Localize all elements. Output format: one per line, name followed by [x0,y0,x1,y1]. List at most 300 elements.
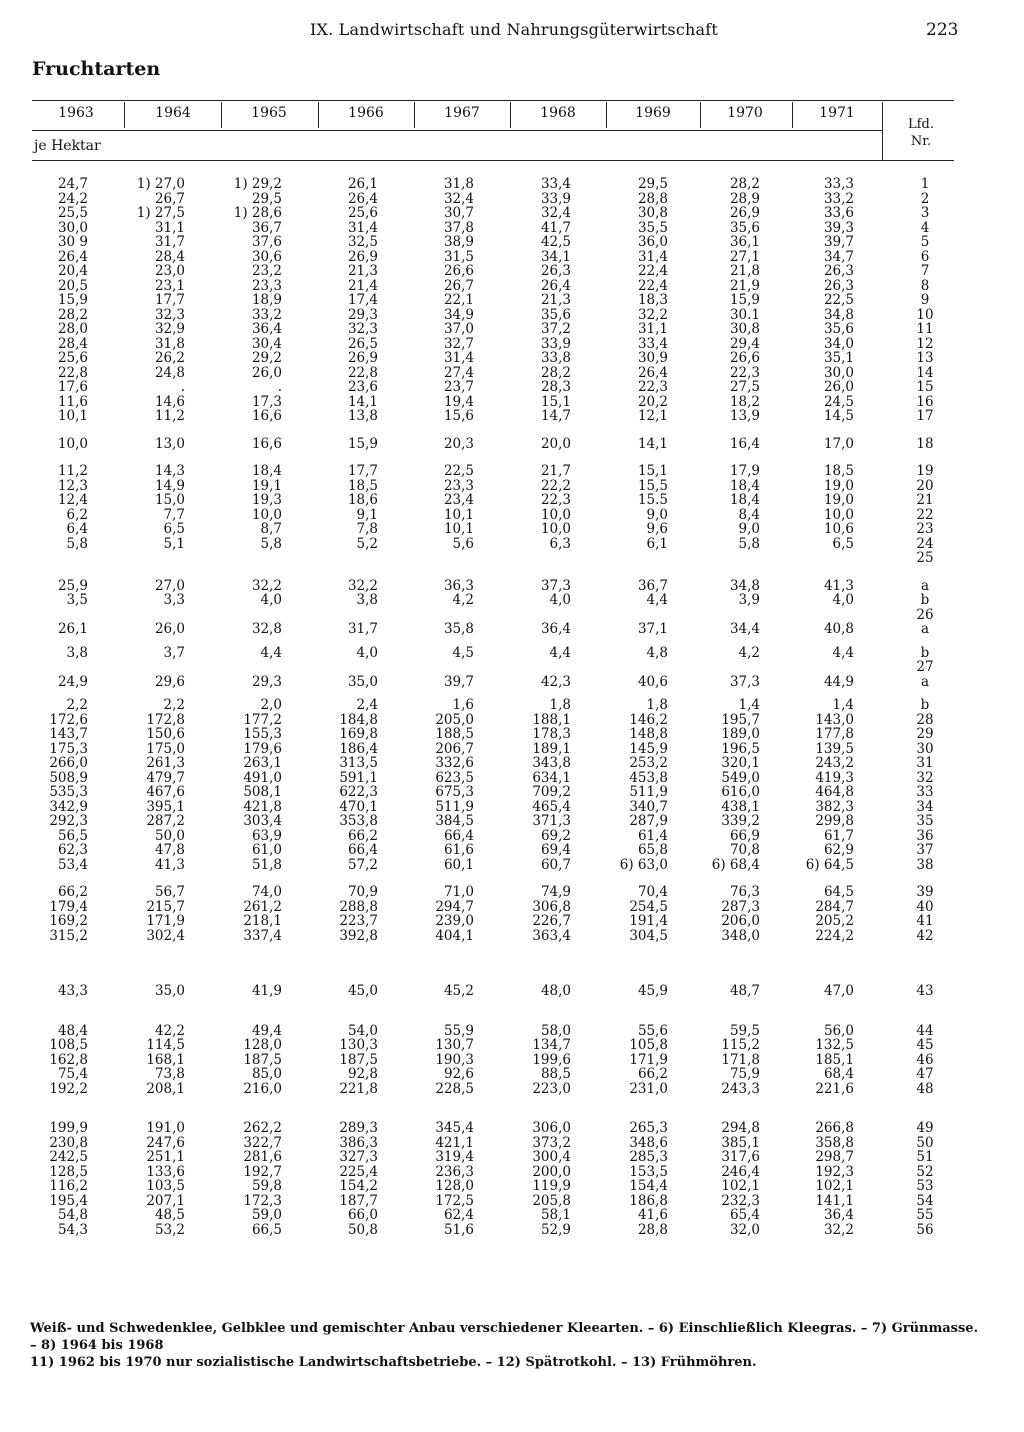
table-cell: 33,4 [540,176,571,192]
table-cell: 34,7 [823,248,854,265]
table-cell: 1) 27,5 [136,205,185,221]
table-cell: 48,7 [729,983,760,999]
table-cell: 28,2 [57,306,88,323]
table-cell: 30,8 [729,321,760,337]
table-cell: 28,3 [540,379,571,395]
table-cell: 114,5 [146,1037,185,1053]
table-cell: 32,4 [443,190,474,207]
table-cell: 128,5 [49,1163,88,1180]
table-row [0,579,1024,594]
table-row [0,1223,1024,1238]
table-cell: 189,1 [532,740,571,757]
row-number: 16 [916,393,934,410]
table-cell: 591,1 [339,769,378,786]
table-cell: 26,0 [154,621,185,637]
footnotes [30,1320,980,1371]
table-cell: 35,0 [347,673,378,690]
table-cell: 27,5 [729,379,760,395]
table-cell: 6,5 [832,535,854,552]
table-cell: 266,8 [815,1120,854,1136]
table-cell: 187,5 [339,1051,378,1068]
table-cell: 88,5 [540,1066,571,1082]
table-cell: 4,0 [832,592,854,608]
header-mid-rule [32,130,882,131]
table-cell: 303,4 [243,813,282,829]
table-cell: 92,6 [443,1066,474,1082]
table-cell: 50,8 [347,1221,378,1238]
table-cell: 306,0 [532,1120,571,1136]
table-cell: . [180,379,185,395]
table-row [0,984,1024,999]
table-cell: 208,1 [146,1080,185,1097]
table-row [0,351,1024,366]
table-cell: 285,3 [629,1149,668,1165]
table-row [0,1179,1024,1194]
row-number: a [920,621,930,637]
table-cell: 284,7 [815,898,854,915]
table-row [0,593,1024,608]
table-cell: 26,7 [443,277,474,294]
table-cell: 21,9 [729,277,760,294]
table-cell: 15,9 [57,292,88,308]
table-cell: 5,2 [356,535,378,552]
table-cell: 342,9 [49,798,88,815]
table-cell: 66,2 [637,1066,668,1082]
table-cell: 4,5 [452,644,474,661]
table-cell: 28,4 [57,335,88,352]
table-cell: 298,7 [815,1149,854,1165]
table-row [0,337,1024,352]
table-cell: 26,5 [347,335,378,352]
table-cell: 10,0 [540,521,571,537]
table-cell: 32,3 [154,306,185,323]
table-cell: 24,5 [823,393,854,410]
table-cell: 115,2 [721,1037,760,1053]
table-row [0,366,1024,381]
table-cell: 192,3 [815,1163,854,1180]
table-cell: 62,4 [443,1207,474,1223]
table-cell: 62,9 [823,842,854,858]
table-cell: 205,2 [815,913,854,929]
table-cell: 63,9 [251,827,282,844]
table-cell: 1,8 [549,697,571,713]
table-cell: 6,4 [66,521,88,537]
table-cell: 74,9 [540,884,571,900]
table-cell: 28,8 [637,190,668,207]
table-cell: 66,2 [347,827,378,844]
table-cell: 511,9 [629,784,668,800]
table-cell: 302,4 [146,927,185,944]
row-number: 43 [916,983,934,999]
table-cell: 36,7 [251,219,282,236]
table-cell: 41,3 [823,577,854,594]
table-cell: 18,3 [637,292,668,308]
table-cell: 19,1 [251,477,282,494]
table-cell: 438,1 [721,798,760,815]
table-cell: 185,1 [815,1051,854,1068]
year-header: 1966 [348,105,384,121]
table-cell: 3,8 [66,644,88,661]
row-number: 35 [916,813,934,829]
table-cell: 30.1 [729,306,760,323]
table-cell: 200,0 [532,1163,571,1180]
table-row [0,322,1024,337]
table-cell: 61,6 [443,842,474,858]
table-cell: 19,0 [823,477,854,494]
table-cell: 223,7 [339,913,378,929]
table-cell: 386,3 [339,1134,378,1151]
table-cell: 116,2 [49,1178,88,1194]
table-cell: 26,0 [823,379,854,395]
table-cell: 26,1 [57,621,88,637]
table-cell: 549,0 [721,769,760,786]
table-cell: 28,0 [57,321,88,337]
table-cell: 66,2 [57,884,88,900]
table-cell: 199,6 [532,1051,571,1068]
table-cell: 18,9 [251,292,282,308]
table-cell: 22,5 [443,463,474,479]
table-cell: 6,5 [163,521,185,537]
table-cell: 15,6 [443,408,474,424]
table-cell: 299,8 [815,813,854,829]
table-row [0,522,1024,537]
table-cell: 36,0 [637,234,668,250]
table-cell: 141,1 [815,1192,854,1209]
table-cell: 26,1 [347,176,378,192]
table-row [0,646,1024,661]
table-cell: 56,7 [154,884,185,900]
table-cell: 30,8 [637,205,668,221]
table-cell: 24,7 [57,176,88,192]
table-cell: 145,9 [629,740,668,757]
table-cell: 155,3 [243,726,282,742]
row-number: 17 [916,408,934,424]
table-row [0,1053,1024,1068]
table-cell: 62,3 [57,842,88,858]
section-title: Fruchtarten [32,58,161,80]
table-cell: 119,9 [532,1178,571,1194]
table-cell: 242,5 [49,1149,88,1165]
table-cell: 102,1 [815,1178,854,1194]
table-cell: 14,6 [154,393,185,410]
row-number: 6 [920,248,930,265]
table-cell: 266,0 [49,755,88,771]
table-cell: 3,3 [163,592,185,608]
table-cell: 199,9 [49,1120,88,1136]
row-number: 13 [916,350,934,366]
table-cell: 54,8 [57,1207,88,1223]
table-cell: 7,8 [356,521,378,537]
table-cell: 28,9 [729,190,760,207]
row-number: 48 [916,1080,934,1097]
table-cell: 419,3 [815,769,854,786]
table-cell: 33,3 [823,176,854,192]
table-cell: 172,8 [146,711,185,728]
row-number: 39 [916,884,934,900]
row-number: 31 [916,755,934,771]
table-cell: 171,9 [146,913,185,929]
table-cell: 287,3 [721,898,760,915]
table-cell: 36,3 [443,577,474,594]
row-number: 51 [916,1149,934,1165]
row-number: 12 [916,335,934,352]
table-row [0,206,1024,221]
table-cell: 172,5 [435,1192,474,1209]
table-cell: 31,7 [347,621,378,637]
year-header: 1970 [727,105,763,121]
table-cell: 464,8 [815,784,854,800]
table-cell: 24,8 [154,364,185,381]
table-cell: 187,5 [243,1051,282,1068]
table-cell: 69,2 [540,827,571,844]
table-cell: 65,8 [637,842,668,858]
table-cell: 191,0 [146,1120,185,1136]
table-cell: 34,0 [823,335,854,352]
table-cell: 8,4 [738,506,760,523]
table-cell: 33,2 [251,306,282,323]
table-row [0,437,1024,452]
table-cell: 70,9 [347,884,378,900]
table-row [0,279,1024,294]
table-cell: 306,8 [532,898,571,915]
table-row [0,914,1024,929]
table-cell: 31,4 [347,219,378,236]
table-cell: 4,4 [832,644,854,661]
table-cell: 150,6 [146,726,185,742]
table-cell: 29,3 [347,306,378,323]
table-cell: 320,1 [721,755,760,771]
table-cell: 247,6 [146,1134,185,1151]
table-cell: 261,2 [243,898,282,915]
table-cell: 236,3 [435,1163,474,1180]
row-number: 10 [916,306,934,323]
table-cell: 18,4 [251,463,282,479]
row-number: b [920,644,930,661]
table-cell: 262,2 [243,1120,282,1136]
table-cell: 34,8 [823,306,854,323]
row-number: 24 [916,535,934,552]
table-cell: 7,7 [163,506,185,523]
table-cell: 1) 27,0 [136,176,185,192]
table-cell: 29,6 [154,673,185,690]
table-cell: 32,2 [251,577,282,594]
row-number: 52 [916,1163,934,1180]
table-cell: 27,4 [443,364,474,381]
table-row [0,929,1024,944]
table-cell: 395,1 [146,798,185,815]
table-cell: 59,8 [251,1178,282,1194]
table-cell: 228,5 [435,1080,474,1097]
table-cell: 246,4 [721,1163,760,1180]
row-number: 49 [916,1120,934,1136]
table-cell: 26,3 [823,263,854,279]
table-cell: 26,3 [540,263,571,279]
row-number: a [920,673,930,690]
table-cell: 146,2 [629,711,668,728]
table-cell: 45,9 [637,983,668,999]
table-cell: 224,2 [815,927,854,944]
table-cell: 15.5 [637,492,668,508]
table-cell: 40,6 [637,673,668,690]
table-cell: 75,4 [57,1066,88,1082]
table-cell: 253,2 [629,755,668,771]
row-number: 20 [916,477,934,494]
table-cell: 28,2 [540,364,571,381]
table-cell: 27,0 [154,577,185,594]
row-number: 3 [920,205,930,221]
table-cell: 6) 68,4 [711,856,760,873]
row-number: 44 [916,1022,934,1039]
table-cell: 453,8 [629,769,668,786]
header-divider [124,102,125,128]
header-bottom-rule [32,160,954,161]
table-cell: 223,0 [532,1080,571,1097]
table-cell: 4,2 [738,644,760,661]
table-cell: 190,3 [435,1051,474,1068]
table-cell: 51,8 [251,856,282,873]
table-cell: 17,4 [347,292,378,308]
row-number: 5 [920,234,930,250]
table-cell: 37,3 [540,577,571,594]
table-cell: 5,8 [260,535,282,552]
table-cell: 315,2 [49,927,88,944]
table-cell: 27,1 [729,248,760,265]
table-cell: 6) 64,5 [805,856,854,873]
table-cell: 47,0 [823,983,854,999]
table-cell: 289,3 [339,1120,378,1136]
table-row [0,829,1024,844]
table-cell: 230,8 [49,1134,88,1151]
table-cell: 300,4 [532,1149,571,1165]
table-cell: 622,3 [339,784,378,800]
row-number: 41 [916,913,934,929]
table-cell: 205,8 [532,1192,571,1209]
table-cell: 2,0 [260,697,282,713]
table-cell: 254,5 [629,898,668,915]
table-cell: 35,1 [823,350,854,366]
table-cell: 15,9 [347,435,378,452]
table-cell: 294,7 [435,898,474,915]
table-cell: 32,5 [347,234,378,250]
table-cell: 61,7 [823,827,854,844]
table-cell: 28,8 [637,1221,668,1238]
table-cell: 188,5 [435,726,474,742]
table-cell: 102,1 [721,1178,760,1194]
table-cell: 207,1 [146,1192,185,1209]
header-divider [510,102,511,128]
table-cell: 143,0 [815,711,854,728]
table-cell: 179,6 [243,740,282,757]
table-cell: 21,4 [347,277,378,294]
table-cell: 56,5 [57,827,88,844]
table-cell: 421,8 [243,798,282,815]
table-cell: 35,5 [637,219,668,236]
table-cell: 348,0 [721,927,760,944]
table-cell: 1,8 [646,697,668,713]
table-cell: 4,8 [646,644,668,661]
table-cell: 292,3 [49,813,88,829]
table-cell: 186,8 [629,1192,668,1209]
table-cell: 192,7 [243,1163,282,1180]
table-cell: 43,3 [57,983,88,999]
table-cell: 41,3 [154,856,185,873]
table-cell: 39,7 [823,234,854,250]
table-cell: 33,9 [540,335,571,352]
table-row [0,177,1024,192]
table-cell: 45,2 [443,983,474,999]
table-cell: 19,4 [443,393,474,410]
table-cell: 105,8 [629,1037,668,1053]
table-cell: 17,7 [347,463,378,479]
footnote-line: Weiß- und Schwedenklee, Gelbklee und gemischter Anbau verschiedener Kleearten. – 6) Einschließlich Kleegras. – 7) Grünmasse. – 8) 1964 bis 1968 [30,1321,979,1353]
table-cell: 18,6 [347,492,378,508]
table-row [0,885,1024,900]
table-cell: 31,7 [154,234,185,250]
table-cell: 58,0 [540,1022,571,1039]
table-cell: 332,6 [435,755,474,771]
table-cell: 11,2 [154,408,185,424]
table-cell: 14,1 [347,393,378,410]
table-cell: 32,2 [637,306,668,323]
row-number: 18 [916,435,934,452]
table-cell: 35,8 [443,621,474,637]
table-cell: 55,9 [443,1022,474,1039]
table-cell: 232,3 [721,1192,760,1209]
table-cell: 327,3 [339,1149,378,1165]
table-cell: 23,0 [154,263,185,279]
table-cell: 36,4 [540,621,571,637]
table-cell: 192,2 [49,1080,88,1097]
table-cell: 30,7 [443,205,474,221]
table-cell: 13,8 [347,408,378,424]
table-cell: 55,6 [637,1022,668,1039]
table-cell: 22,1 [443,292,474,308]
table-cell: 31,8 [154,335,185,352]
table-cell: 172,6 [49,711,88,728]
table-cell: 132,5 [815,1037,854,1053]
table-cell: 4,0 [356,644,378,661]
row-number: 25 [916,550,934,566]
table-cell: 12,1 [637,408,668,424]
table-cell: 21,3 [540,292,571,308]
table-cell: 17,0 [823,435,854,452]
table-cell: 41,9 [251,983,282,999]
table-cell: 206,7 [435,740,474,757]
table-row [0,1121,1024,1136]
table-cell: 353,8 [339,813,378,829]
table-cell: 168,1 [146,1051,185,1068]
table-row [0,785,1024,800]
table-cell: 226,7 [532,913,571,929]
table-cell: 42,5 [540,234,571,250]
table-cell: 26,4 [57,248,88,265]
header-divider [318,102,319,128]
page-number: 223 [926,20,959,40]
row-number: 32 [916,769,934,786]
table-cell: 4,4 [646,592,668,608]
table-cell: 18,4 [729,477,760,494]
table-cell: 263,1 [243,755,282,771]
table-cell: 5,1 [163,535,185,552]
table-cell: 10,0 [540,506,571,523]
row-number: 9 [920,292,930,308]
table-cell: 33,9 [540,190,571,207]
table-cell: 66,4 [347,842,378,858]
table-row [0,858,1024,873]
header-divider [414,102,415,128]
table-cell: 61,4 [637,827,668,844]
table-cell: 14,9 [154,477,185,494]
